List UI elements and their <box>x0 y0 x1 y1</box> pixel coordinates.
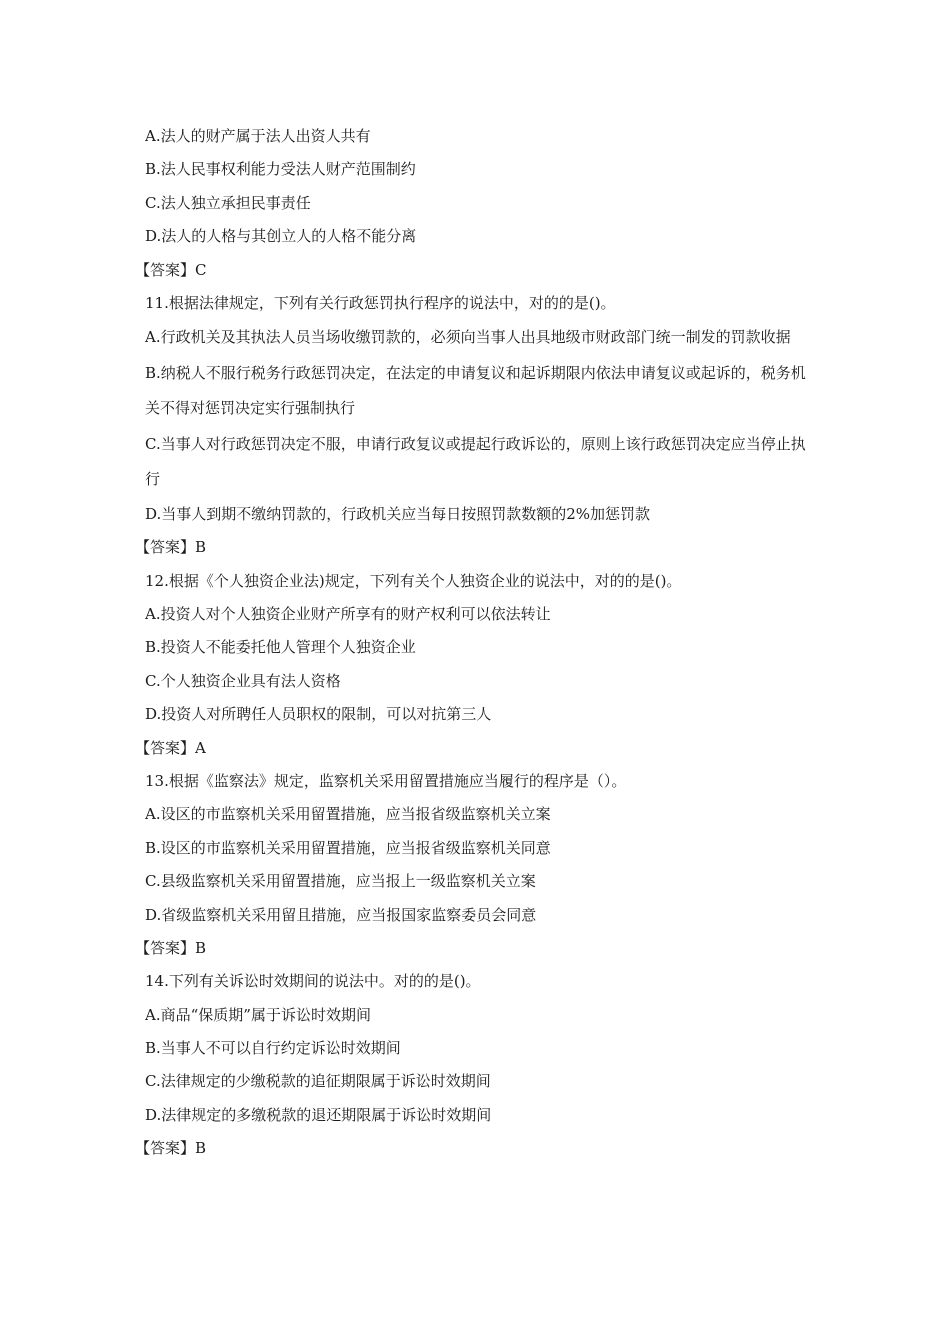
option-d: D.法人的人格与其创立人的人格不能分离 <box>145 227 417 246</box>
answer: 【答案】C <box>135 260 207 279</box>
option-c: C.法人独立承担民事责任 <box>145 193 311 212</box>
document-body <box>135 120 810 1166</box>
option-a: A.设区的市监察机关采用留置措施，应当报省级监察机关立案 <box>145 805 551 824</box>
answer: 【答案】B <box>135 938 207 957</box>
option-b: B.设区的市监察机关采用留置措施，应当报省级监察机关同意 <box>145 838 551 857</box>
question-11: 11.根据法律规定，下列有关行政惩罚执行程序的说法中，对的的是()。 <box>145 293 616 312</box>
option-a: A.法人的财产属于法人出资人共有 <box>145 127 371 145</box>
question-13: 13.根据《监察法》规定，监察机关采用留置措施应当履行的程序是（）。 <box>145 771 627 790</box>
option-c: C.个人独资企业具有法人资格 <box>145 671 341 690</box>
option-d: D.省级监察机关采用留且措施，应当报国家监察委员会同意 <box>145 905 537 924</box>
answer: 【答案】B <box>135 1139 207 1158</box>
option-a: A.行政机关及其执法人员当场收缴罚款的，必须向当事人出具地级市财政部门统一制发的罚款收据 <box>145 328 791 347</box>
question-14: 14.下列有关诉讼时效期间的说法中。对的的是()。 <box>145 972 481 991</box>
option-b: B.纳税人不服行税务行政惩罚决定，在法定的申请复议和起诉期限内依法申请复议或起诉的，税务机关不得对惩罚决定实行强制执行 <box>145 363 806 418</box>
option-c: C.县级监察机关采用留置措施，应当报上一级监察机关立案 <box>145 872 536 891</box>
option-d: D.法律规定的多缴税款的退还期限属于诉讼时效期间 <box>145 1105 492 1124</box>
answer: 【答案】A <box>135 738 206 757</box>
option-b: B.法人民事权利能力受法人财产范围制约 <box>145 160 416 179</box>
option-a: A.商品“保质期”属于诉讼时效期间 <box>145 1005 371 1024</box>
answer: 【答案】B <box>135 538 207 557</box>
option-c: C.法律规定的少缴税款的追征期限属于诉讼时效期间 <box>145 1072 491 1091</box>
option-b: B.投资人不能委托他人管理个人独资企业 <box>145 638 416 657</box>
option-c: C.当事人对行政惩罚决定不服，申请行政复议或提起行政诉讼的，原则上该行政惩罚决定应当停止执行 <box>145 434 806 489</box>
option-d: D.当事人到期不缴纳罚款的，行政机关应当每日按照罚款数额的2%加惩罚款 <box>145 504 651 523</box>
option-d: D.投资人对所聘任人员职权的限制，可以对抗第三人 <box>145 705 492 724</box>
question-12: 12.根据《个人独资企业法)规定，下列有关个人独资企业的说法中，对的的是()。 <box>145 571 682 590</box>
option-b: B.当事人不可以自行约定诉讼时效期间 <box>145 1039 401 1058</box>
option-a: A.投资人对个人独资企业财产所享有的财产权利可以依法转让 <box>145 605 551 624</box>
